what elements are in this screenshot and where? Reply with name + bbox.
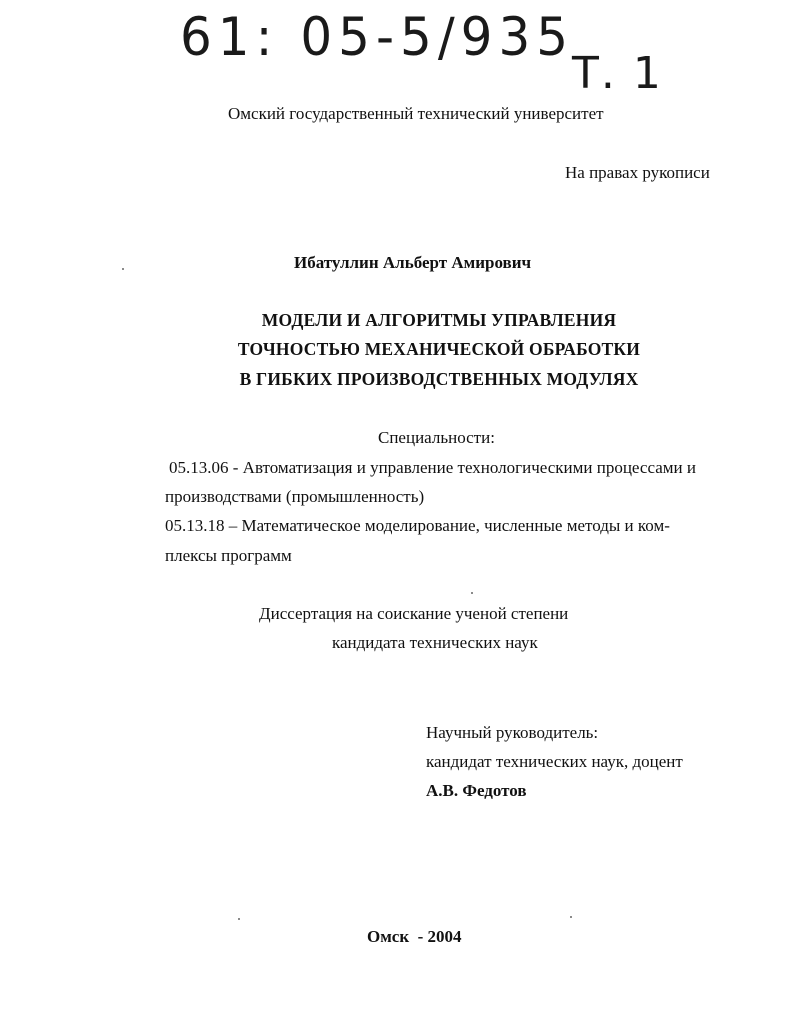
thesis-title-line-1: МОДЕЛИ И АЛГОРИТМЫ УПРАВЛЕНИЯ xyxy=(261,310,617,330)
specialty-line-1: 05.13.06 - Автоматизация и управление технологическими процессами и xyxy=(169,458,696,477)
author-name: Ибатуллин Альберт Амирович xyxy=(294,253,532,272)
specialty-line-2: производствами (промышленность) xyxy=(165,487,425,506)
scan-speck xyxy=(570,916,572,918)
university-name: Омский государственный технический университет xyxy=(228,104,604,123)
scan-speck xyxy=(238,918,240,920)
scan-speck xyxy=(471,592,473,594)
supervisor-degree: кандидат технических наук, доцент xyxy=(426,752,683,771)
handwritten-volume-mark: Т. 1 xyxy=(572,48,663,99)
handwritten-archive-number: 61: 05-5/935 xyxy=(180,6,575,68)
specialty-line-3: 05.13.18 – Математическое моделирование, численные методы и ком- xyxy=(165,516,670,535)
specialty-line-4: плексы программ xyxy=(165,546,292,565)
thesis-title-line-3: В ГИБКИХ ПРОИЗВОДСТВЕННЫХ МОДУЛЯХ xyxy=(239,369,639,389)
city-year: Омск - 2004 xyxy=(367,927,462,946)
specialties-heading: Специальности: xyxy=(378,428,495,447)
dissertation-line-1: Диссертация на соискание ученой степени xyxy=(259,604,569,623)
supervisor-name: А.В. Федотов xyxy=(426,781,527,800)
supervisor-label: Научный руководитель: xyxy=(426,723,599,742)
thesis-title-line-2: ТОЧНОСТЬЮ МЕХАНИЧЕСКОЙ ОБРАБОТКИ xyxy=(237,339,641,359)
dissertation-line-2: кандидата технических наук xyxy=(332,633,538,652)
manuscript-rights-note: На правах рукописи xyxy=(565,163,710,182)
scan-speck xyxy=(122,268,124,270)
